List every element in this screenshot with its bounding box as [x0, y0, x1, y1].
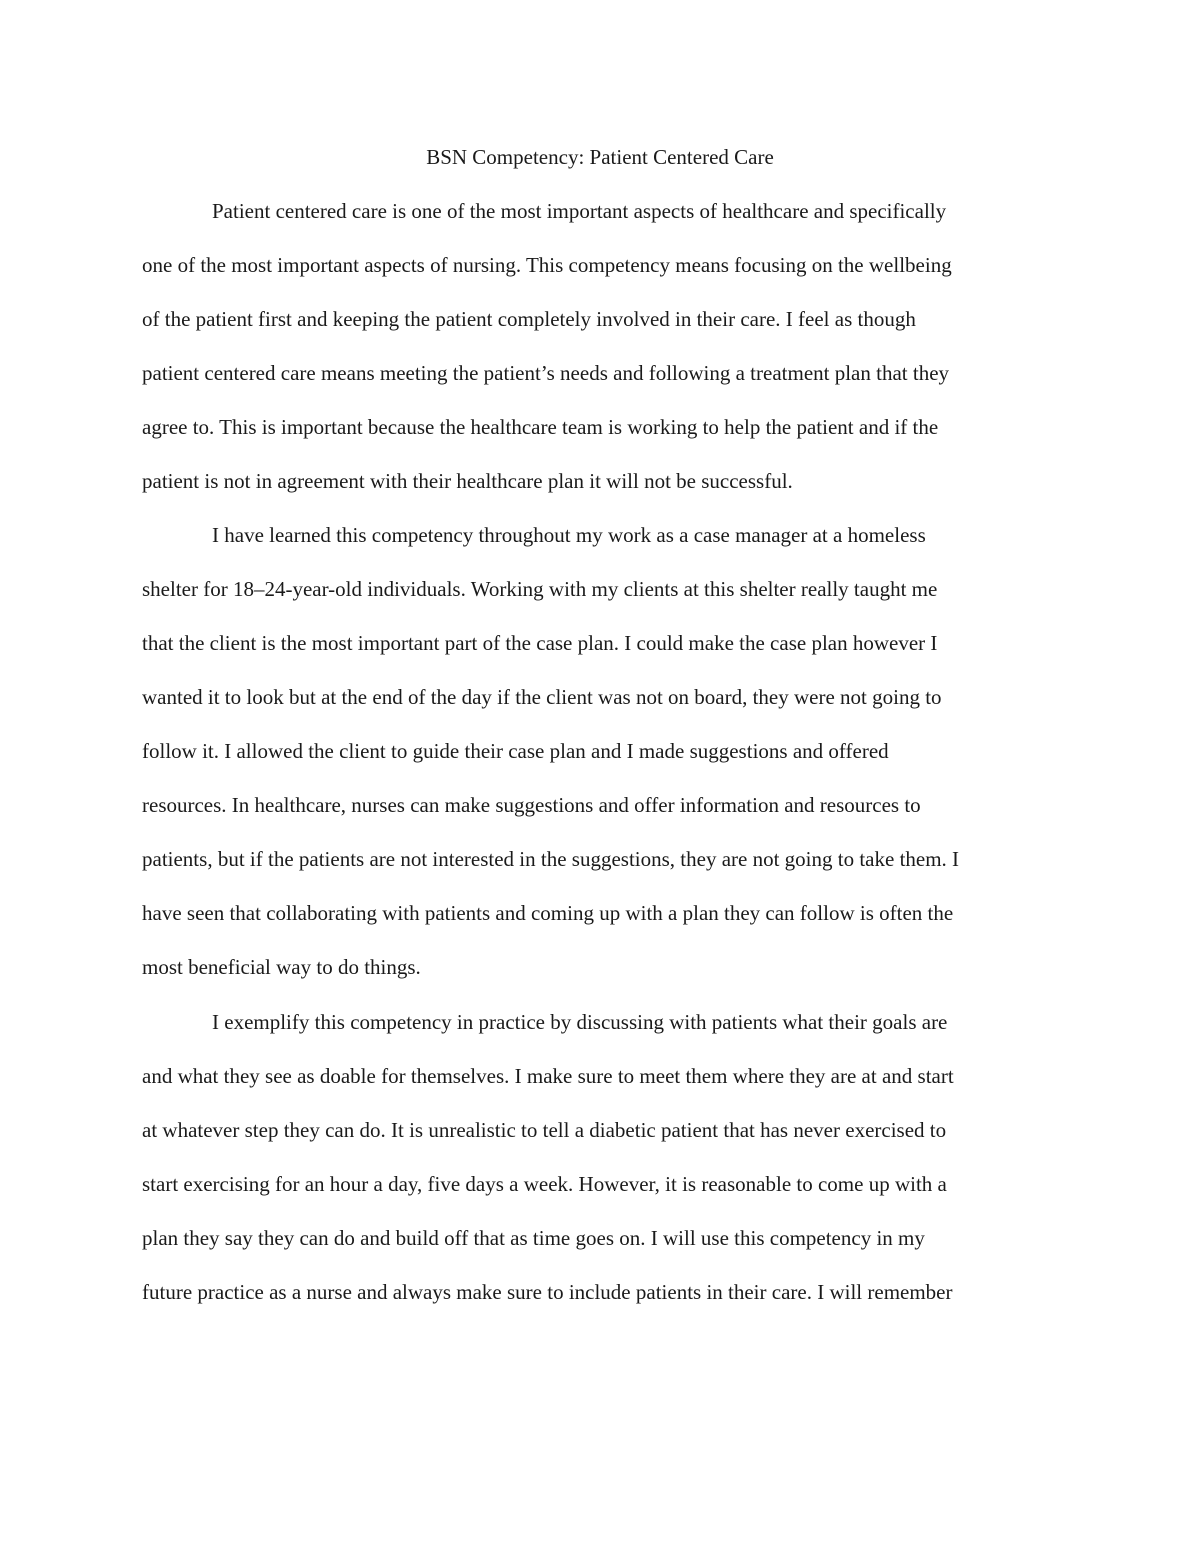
paragraph-1-line-4: patient centered care means meeting the patient’s needs and following a treatment plan that they [142, 361, 950, 385]
paragraph-2-line-1: I have learned this competency throughout my work as a case manager at a homeless [212, 523, 926, 547]
paragraph-2-line-5: follow it. I allowed the client to guide their case plan and I made suggestions and offered [142, 739, 889, 763]
paragraph-2-line-9: most beneficial way to do things. [142, 955, 421, 979]
paragraph-3-line-2: and what they see as doable for themselves. I make sure to meet them where they are at and start [142, 1064, 954, 1088]
paragraph-2-line-4: wanted it to look but at the end of the day if the client was not on board, they were not going to [142, 685, 942, 709]
paragraph-1-line-1: Patient centered care is one of the most important aspects of healthcare and specifically [212, 199, 947, 223]
paragraph-2-line-2: shelter for 18–24-year-old individuals. Working with my clients at this shelter really taught me [142, 577, 938, 601]
paragraph-3-line-6: future practice as a nurse and always make sure to include patients in their care. I will remember [142, 1280, 953, 1304]
paragraph-1-line-5: agree to. This is important because the healthcare team is working to help the patient and if the [142, 415, 939, 439]
paragraph-3-line-3: at whatever step they can do. It is unrealistic to tell a diabetic patient that has never exercised to [142, 1118, 947, 1142]
paragraph-3-line-4: start exercising for an hour a day, five days a week. However, it is reasonable to come up with a [142, 1172, 947, 1196]
paragraph-2-line-6: resources. In healthcare, nurses can make suggestions and offer information and resources to [142, 793, 921, 817]
paragraph-1-line-6: patient is not in agreement with their healthcare plan it will not be successful. [142, 469, 793, 493]
paragraph-1-line-3: of the patient first and keeping the patient completely involved in their care. I feel as though [142, 307, 916, 331]
paragraph-3-line-1: I exemplify this competency in practice by discussing with patients what their goals are [212, 1010, 948, 1034]
paragraph-1-line-2: one of the most important aspects of nursing. This competency means focusing on the wellbeing [142, 253, 952, 277]
paragraph-2-line-3: that the client is the most important part of the case plan. I could make the case plan however I [142, 631, 938, 655]
paragraph-2-line-7: patients, but if the patients are not interested in the suggestions, they are not going to take them. I [142, 847, 960, 871]
paragraph-2-line-8: have seen that collaborating with patients and coming up with a plan they can follow is often the [142, 901, 954, 925]
page-title: BSN Competency: Patient Centered Care [426, 145, 774, 169]
paragraph-3-line-5: plan they say they can do and build off that as time goes on. I will use this competency in my [142, 1226, 925, 1250]
